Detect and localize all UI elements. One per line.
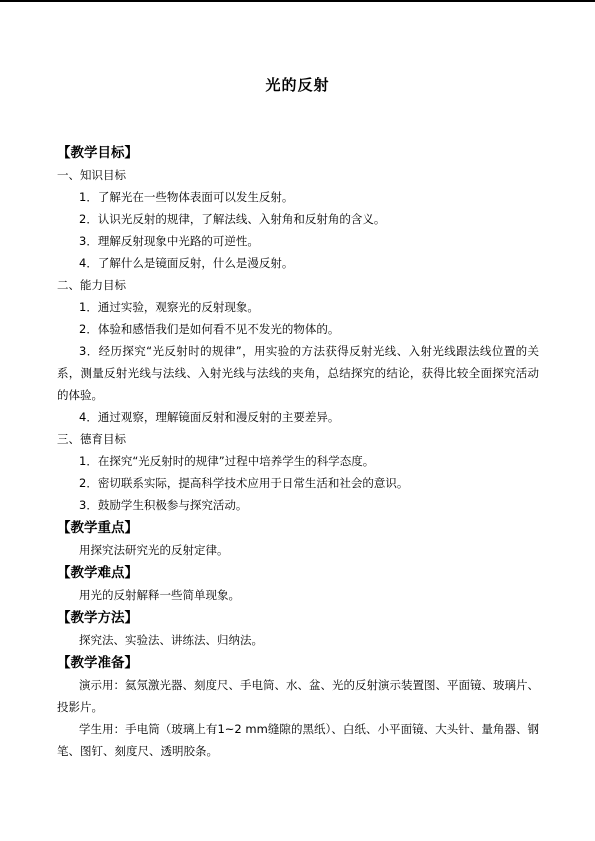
list-item: 1．在探究“光反射时的规律”过程中培养学生的科学态度。	[79, 454, 375, 468]
list-item: 1．了解光在一些物体表面可以发生反射。	[79, 190, 294, 204]
key-point-text: 用探究法研究光的反射定律。	[79, 543, 229, 557]
list-item: 4．了解什么是镜面反射，什么是漫反射。	[79, 256, 294, 270]
objectives-heading: 【教学目标】	[57, 145, 138, 161]
page-title: 光的反射	[265, 76, 330, 94]
knowledge-objectives-label: 一、知识目标	[57, 168, 126, 182]
methods-text: 探究法、实验法、讲练法、归纳法。	[79, 633, 263, 647]
list-item: 3．理解反射现象中光路的可逆性。	[79, 234, 259, 248]
moral-objectives-label: 三、德育目标	[57, 432, 126, 446]
difficulty-text: 用光的反射解释一些简单现象。	[79, 588, 240, 602]
key-point-heading: 【教学重点】	[57, 520, 138, 536]
student-preparation-text: 学生用：手电筒（玻璃上有1~2 mm缝隙的黑纸）、白纸、小平面镜、大头针、量角器、钢笔、图钉、刻度尺、透明胶条。	[57, 722, 539, 758]
list-item: 2．认识光反射的规律，了解法线、入射角和反射角的含义。	[79, 212, 386, 226]
list-item: 1．通过实验，观察光的反射现象。	[79, 300, 259, 314]
list-item: 2．密切联系实际，提高科学技术应用于日常生活和社会的意识。	[79, 476, 409, 490]
top-rule	[0, 0, 595, 2]
ability-objectives-label: 二、能力目标	[57, 278, 126, 292]
methods-heading: 【教学方法】	[57, 610, 138, 626]
list-item: 3．鼓励学生积极参与探究活动。	[79, 498, 248, 512]
document-body	[57, 142, 539, 762]
teacher-preparation-text: 演示用：氦氖激光器、刻度尺、手电筒、水、盆、光的反射演示装置图、平面镜、玻璃片、投影片。	[57, 678, 539, 714]
list-item: 3．经历探究“光反射时的规律”，用实验的方法获得反射光线、入射光线跟法线位置的关系，测量反射光线与法线、入射光线与法线的夹角，总结探究的结论，获得比较全面探究活动的体验。	[57, 344, 539, 402]
list-item: 2．体验和感悟我们是如何看不见不发光的物体的。	[79, 322, 340, 336]
preparation-heading: 【教学准备】	[57, 655, 138, 671]
list-item: 4．通过观察，理解镜面反射和漫反射的主要差异。	[79, 410, 340, 424]
difficulty-heading: 【教学难点】	[57, 565, 138, 581]
